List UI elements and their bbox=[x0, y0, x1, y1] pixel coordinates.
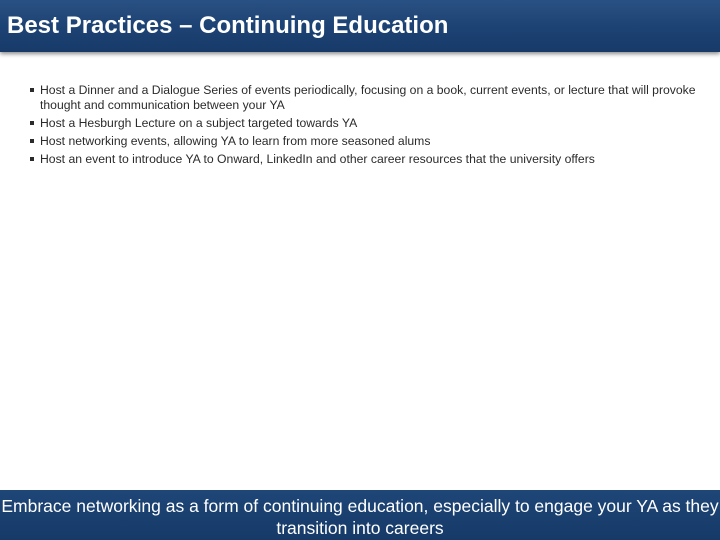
square-bullet-icon bbox=[30, 157, 34, 161]
square-bullet-icon bbox=[30, 139, 34, 143]
bullet-text: Host a Dinner and a Dialogue Series of events periodically, focusing on a book, current events, or lecture that will provoke thought and communication between your YA bbox=[40, 83, 696, 112]
list-item bbox=[30, 83, 700, 113]
footer-banner bbox=[0, 490, 720, 540]
footer-text: Embrace networking as a form of continuing education, especially to engage your YA as they transition into careers bbox=[1, 496, 719, 538]
list-item bbox=[30, 152, 700, 167]
square-bullet-icon bbox=[30, 121, 34, 125]
bullet-text: Host networking events, allowing YA to learn from more seasoned alums bbox=[40, 134, 431, 148]
list-item bbox=[30, 116, 700, 131]
bullet-text: Host an event to introduce YA to Onward, LinkedIn and other career resources that the university offers bbox=[40, 152, 595, 166]
square-bullet-icon bbox=[30, 88, 34, 92]
title-bar bbox=[0, 0, 720, 52]
slide-title: Best Practices – Continuing Education bbox=[7, 12, 449, 39]
bullet-list bbox=[30, 83, 700, 170]
list-item bbox=[30, 134, 700, 149]
bullet-text: Host a Hesburgh Lecture on a subject targeted towards YA bbox=[40, 116, 358, 130]
